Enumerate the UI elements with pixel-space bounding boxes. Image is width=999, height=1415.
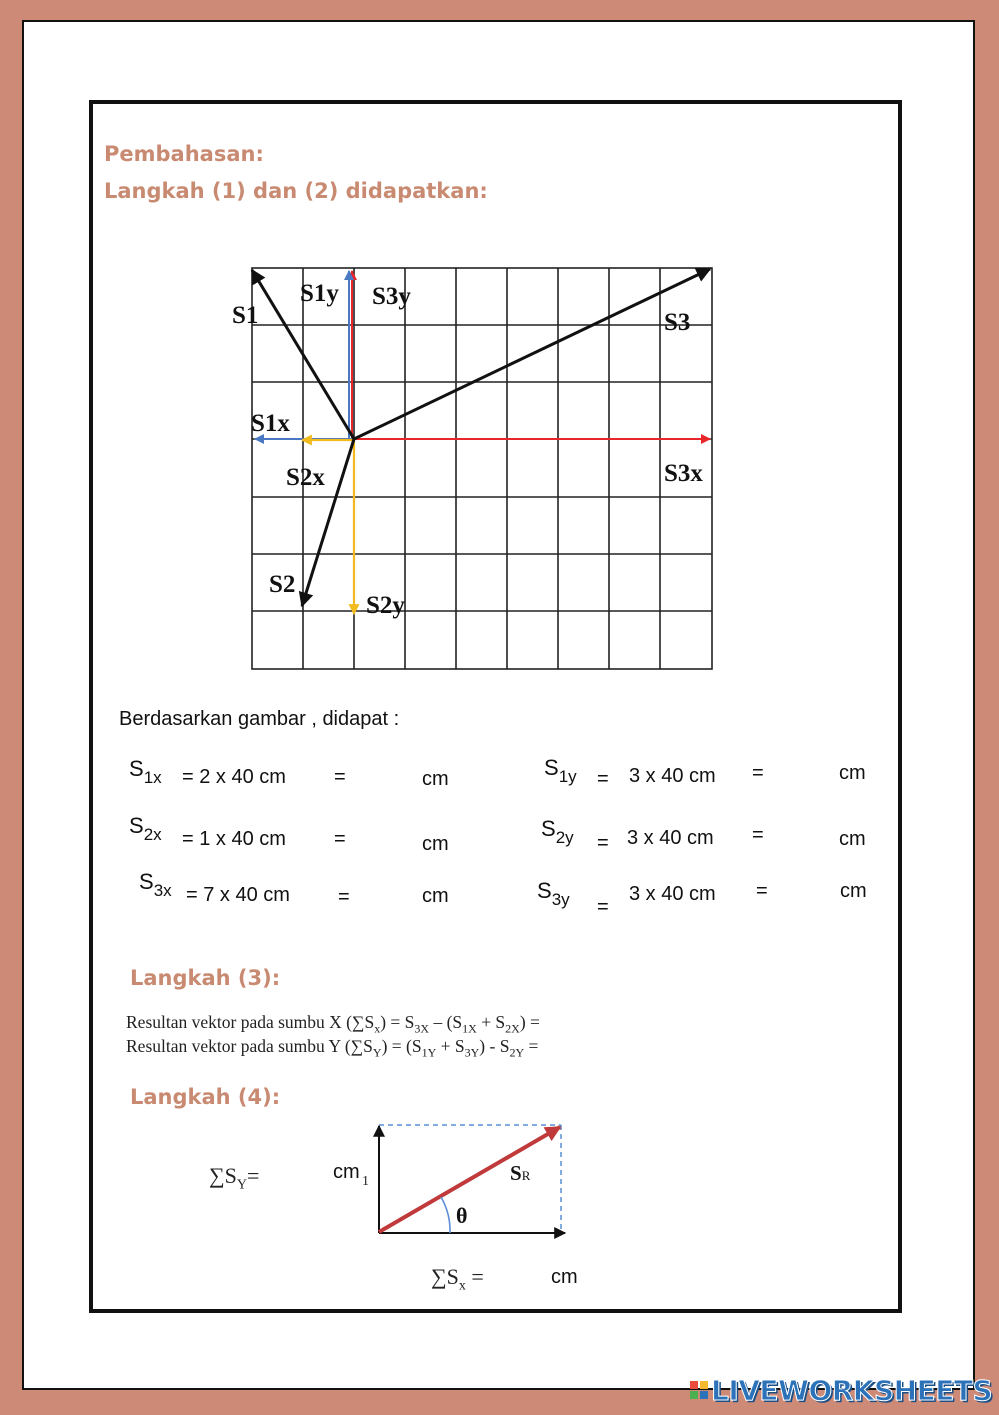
liveworksheets-logo[interactable]	[690, 1372, 992, 1408]
sum-sy-unit: cm	[333, 1161, 360, 1183]
expr-s2y: 3 x 40 cm	[627, 827, 714, 849]
symbol-s2x: $S_{2x}$	[129, 813, 162, 844]
expr-s1y: 3 x 40 cm	[629, 765, 716, 787]
expr-s3y: 3 x 40 cm	[629, 883, 716, 905]
symbol-s3y: $S_{3y}$	[537, 878, 570, 909]
eq1-s3y: =	[597, 896, 609, 918]
symbol-s1x: $S_{1x}$	[129, 756, 162, 787]
unit-s3y: cm	[840, 880, 867, 902]
sum-sx-label: $\sum S_x$ =	[431, 1264, 484, 1294]
sum-sx-unit: cm	[551, 1266, 578, 1288]
sum-sy-label: $\sum S_Y=$	[209, 1163, 260, 1193]
eq1-s1y: =	[597, 768, 609, 790]
eq-s3x: =	[338, 886, 350, 908]
label-s2: S2	[269, 571, 296, 598]
heading-langkah-3: Langkah (3):	[130, 966, 281, 990]
logo-mark-icon	[690, 1381, 708, 1399]
eq2-s3y: =	[756, 880, 768, 902]
y-axis-tick: 1	[362, 1174, 369, 1189]
resultant-y-line: Resultan vektor pada sumbu Y $(\sum S_Y) = (S_{1Y} + S_{3Y}) - S_{2Y}$ =	[126, 1036, 539, 1060]
intro-text: Berdasarkan gambar , didapat :	[119, 708, 400, 730]
theta-arc	[441, 1197, 450, 1233]
sr-label: SR	[510, 1161, 531, 1185]
label-s1y: S1y	[300, 280, 339, 307]
label-s1x: S1x	[251, 410, 290, 437]
logo-text: LIVEWORKSHEETS	[711, 1373, 993, 1407]
eq-s2x: =	[334, 828, 346, 850]
theta-label: θ	[456, 1203, 468, 1228]
resultant-diagram	[355, 1115, 575, 1245]
symbol-s2y: $S_{2y}$	[541, 816, 574, 847]
label-s2y: S2y	[366, 592, 405, 619]
unit-s1x: cm	[422, 768, 449, 790]
symbol-s3x: $S_{3x}$	[139, 869, 172, 900]
label-s3x: S3x	[664, 460, 703, 487]
label-s2x: S2x	[286, 464, 325, 491]
unit-s1y: cm	[839, 762, 866, 784]
heading-pembahasan: Pembahasan:	[104, 142, 264, 166]
eq1-s2y: =	[597, 832, 609, 854]
expr-s3x: = 7 x 40 cm	[186, 884, 290, 906]
label-s1: S1	[232, 302, 259, 329]
expr-s2x: = 1 x 40 cm	[182, 828, 286, 850]
symbol-s1y: $S_{1y}$	[544, 755, 577, 786]
eq2-s1y: =	[752, 762, 764, 784]
vector-grid-diagram	[228, 262, 728, 674]
heading-langkah-4: Langkah (4):	[130, 1085, 281, 1109]
resultant-arrow	[379, 1127, 560, 1232]
unit-s2x: cm	[422, 833, 449, 855]
unit-s3x: cm	[422, 885, 449, 907]
unit-s2y: cm	[839, 828, 866, 850]
eq2-s2y: =	[752, 824, 764, 846]
label-s3y: S3y	[372, 283, 411, 310]
label-s3: S3	[664, 309, 691, 336]
expr-s1x: = 2 x 40 cm	[182, 766, 286, 788]
resultant-x-line: Resultan vektor pada sumbu X $(\sum S_x) = S_{3X} - (S_{1X} + S_{2X})$ =	[126, 1012, 540, 1036]
heading-langkah-1-2: Langkah (1) dan (2) didapatkan:	[104, 179, 488, 203]
eq-s1x: =	[334, 766, 346, 788]
